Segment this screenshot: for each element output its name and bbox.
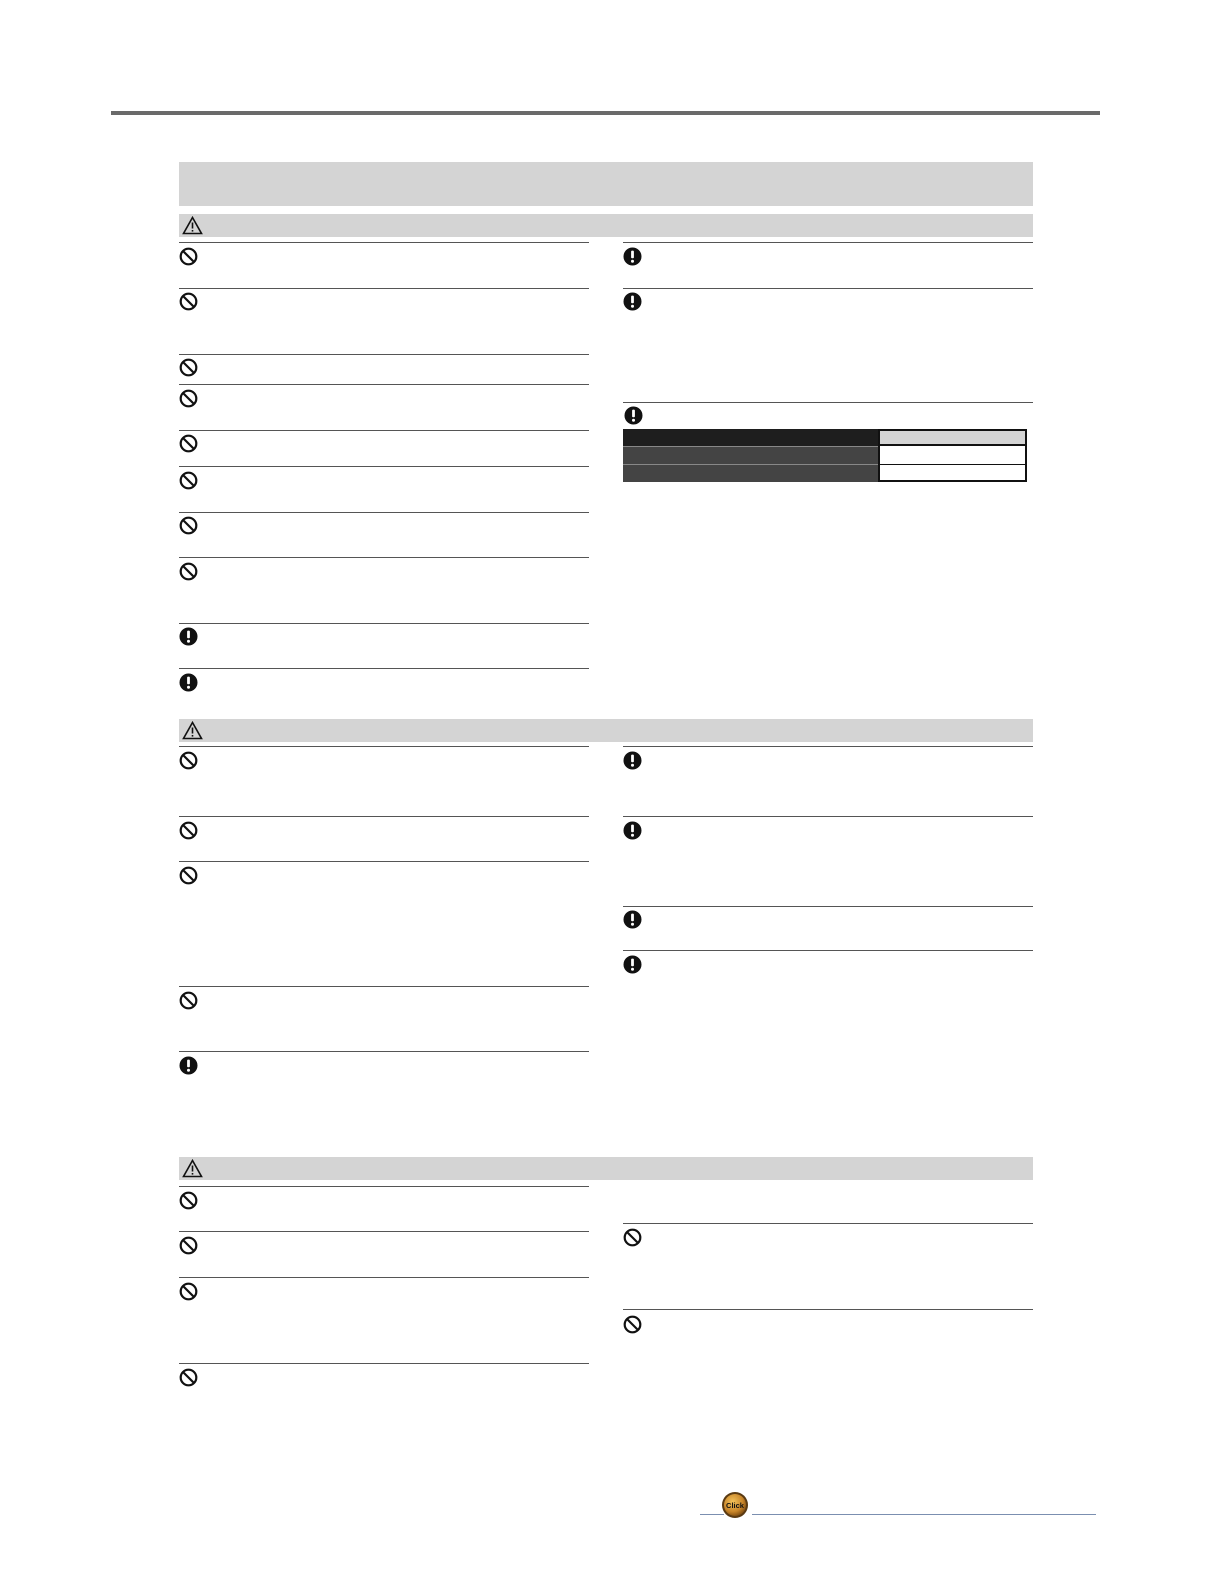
- footer-rule-right: [752, 1514, 1096, 1515]
- prohibited-icon: [179, 562, 198, 581]
- mandatory-action-icon: [623, 247, 642, 266]
- prohibited-icon: [623, 1228, 642, 1247]
- table-cell: [623, 464, 878, 482]
- divider: [623, 402, 1033, 403]
- warning-triangle-icon: [182, 1159, 203, 1178]
- divider: [623, 816, 1033, 817]
- divider: [179, 623, 589, 624]
- divider: [179, 1186, 589, 1187]
- warning-section-header-2: [179, 719, 1033, 742]
- prohibited-icon: [179, 471, 198, 490]
- mandatory-action-icon: [623, 751, 642, 770]
- divider: [179, 354, 589, 355]
- divider: [179, 430, 589, 431]
- divider: [179, 512, 589, 513]
- warning-section-header-3: [179, 1157, 1033, 1180]
- mandatory-action-icon: [179, 627, 198, 646]
- divider: [623, 1309, 1033, 1310]
- top-rule: [111, 111, 1100, 115]
- click-badge-icon[interactable]: [721, 1491, 749, 1519]
- divider: [623, 906, 1033, 907]
- divider: [179, 1231, 589, 1232]
- table-cell: [623, 429, 878, 446]
- divider: [179, 861, 589, 862]
- divider: [179, 1277, 589, 1278]
- warning-triangle-icon: [182, 721, 203, 740]
- divider: [179, 384, 589, 385]
- prohibited-icon: [179, 821, 198, 840]
- divider: [179, 668, 589, 669]
- mandatory-action-icon: [179, 1056, 198, 1075]
- mandatory-action-icon: [624, 406, 643, 425]
- prohibited-icon: [179, 358, 198, 377]
- table-cell: [878, 464, 1027, 482]
- prohibited-icon: [179, 751, 198, 770]
- prohibited-icon: [179, 991, 198, 1010]
- divider: [179, 557, 589, 558]
- table-cell: [878, 429, 1027, 446]
- divider: [623, 288, 1033, 289]
- divider: [623, 950, 1033, 951]
- divider: [623, 746, 1033, 747]
- prohibited-icon: [179, 389, 198, 408]
- mandatory-action-icon: [623, 955, 642, 974]
- mandatory-action-icon: [179, 673, 198, 692]
- prohibited-icon: [179, 292, 198, 311]
- prohibited-icon: [179, 866, 198, 885]
- divider: [179, 466, 589, 467]
- divider: [623, 242, 1033, 243]
- spec-table: [623, 429, 1027, 482]
- divider: [179, 1051, 589, 1052]
- prohibited-icon: [179, 516, 198, 535]
- page-title-band: [179, 162, 1033, 206]
- prohibited-icon: [179, 247, 198, 266]
- divider: [179, 746, 589, 747]
- mandatory-action-icon: [623, 910, 642, 929]
- prohibited-icon: [179, 434, 198, 453]
- divider: [179, 242, 589, 243]
- prohibited-icon: [179, 1191, 198, 1210]
- mandatory-action-icon: [623, 821, 642, 840]
- click-badge-label: Click: [726, 1501, 744, 1510]
- divider: [623, 1223, 1033, 1224]
- divider: [179, 986, 589, 987]
- prohibited-icon: [179, 1282, 198, 1301]
- table-cell: [878, 446, 1027, 464]
- warning-section-header-1: [179, 214, 1033, 237]
- table-cell: [623, 446, 878, 464]
- mandatory-action-icon: [623, 292, 642, 311]
- prohibited-icon: [623, 1315, 642, 1334]
- prohibited-icon: [179, 1368, 198, 1387]
- divider: [179, 288, 589, 289]
- divider: [179, 1363, 589, 1364]
- warning-triangle-icon: [182, 216, 203, 235]
- prohibited-icon: [179, 1236, 198, 1255]
- divider: [179, 816, 589, 817]
